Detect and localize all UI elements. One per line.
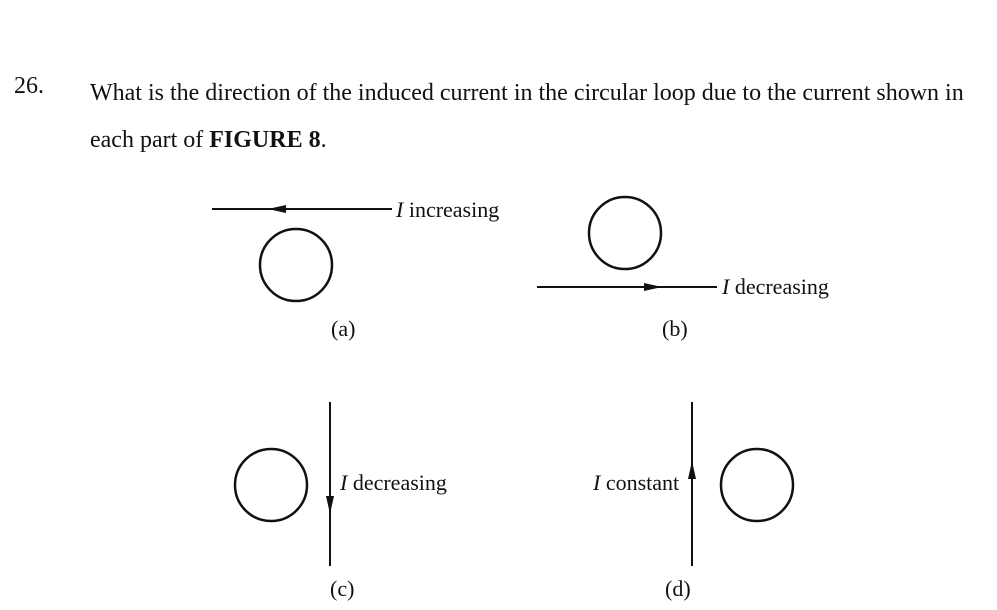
panel-c-current-label <box>340 470 447 496</box>
question-number: 26. <box>14 73 44 99</box>
panel-b-current-label <box>722 274 829 300</box>
panel-b-arrow-icon <box>644 283 662 291</box>
panel-b-current-symbol: I <box>722 274 730 299</box>
panel-a-current-label <box>396 197 499 223</box>
question-text-end: . <box>320 127 327 153</box>
panel-a <box>212 205 392 301</box>
panel-b-caption: (b) <box>662 316 688 341</box>
panel-d-arrow-icon <box>688 461 696 479</box>
panel-a-arrow-icon <box>268 205 286 213</box>
panel-c-current-state: decreasing <box>352 470 447 495</box>
panel-d-current-state: constant <box>605 470 680 495</box>
panel-d-current-label <box>593 470 679 496</box>
question-text-body: What is the direction of the induced current in the circular loop due to the current shown in each part of <box>90 80 964 153</box>
figure-reference: FIGURE 8 <box>209 127 321 153</box>
panel-c-current-symbol: I <box>340 470 348 495</box>
panel-d <box>688 402 793 566</box>
panel-a-current-symbol: I <box>396 197 404 222</box>
panel-a-caption: (a) <box>331 316 356 341</box>
panel-b <box>537 197 717 291</box>
panel-a-current-state: increasing <box>408 197 500 222</box>
panel-c <box>235 402 334 566</box>
panel-c-arrow-icon <box>326 496 334 514</box>
panel-d-current-symbol: I <box>593 470 601 495</box>
panel-c-caption: (c) <box>330 576 355 601</box>
panel-d-loop <box>721 449 793 521</box>
panel-b-current-state: decreasing <box>734 274 829 299</box>
panel-d-caption: (d) <box>665 576 691 601</box>
panel-c-loop <box>235 449 307 521</box>
panel-a-loop <box>260 229 332 301</box>
panel-b-loop <box>589 197 661 269</box>
